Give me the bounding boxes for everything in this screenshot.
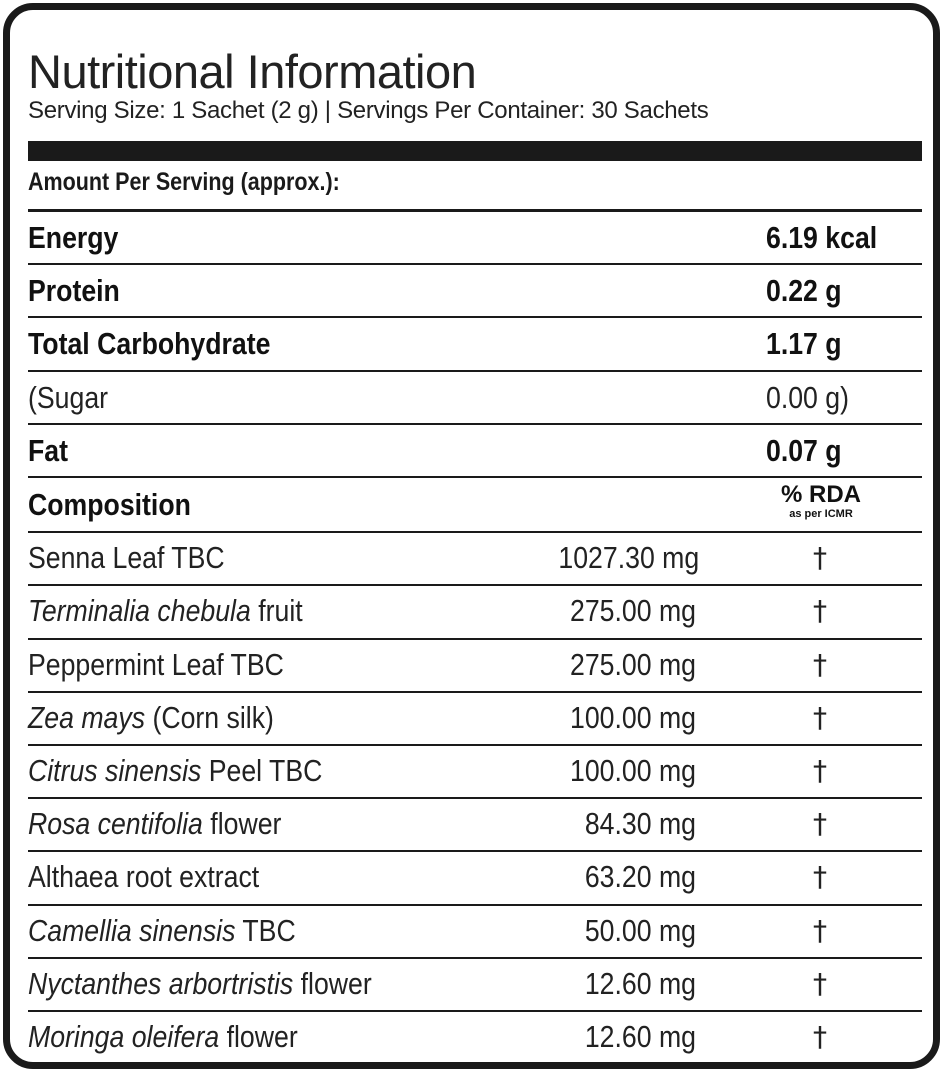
nutrient-value: 0.07 g: [766, 432, 842, 468]
ingredient-quantity: 275.00 mg: [570, 593, 696, 629]
ingredient-quantity: 63.20 mg: [584, 859, 696, 895]
rda-note: as per ICMR: [789, 508, 853, 520]
ingredient-part: fruit: [250, 593, 303, 629]
row-divider: [28, 531, 922, 533]
ingredient-botanical-name: Moringa oleifera: [28, 1019, 220, 1054]
composition-label: Composition: [28, 487, 191, 522]
ingredient-quantity: 12.60 mg: [584, 1019, 696, 1054]
ingredient-name: [28, 806, 281, 842]
nutrient-value: 1.17 g: [766, 326, 842, 362]
ingredient-name: [28, 540, 225, 576]
nutrient-value: 0.00 g): [766, 379, 850, 415]
rda-dagger: †: [813, 700, 827, 734]
ingredient-quantity: 12.60 mg: [584, 965, 696, 1001]
ingredient-name: [28, 753, 322, 789]
row-divider: [28, 584, 922, 586]
ingredient-part: flower: [202, 806, 282, 842]
ingredient-botanical-name: Rosa centifolia: [28, 806, 203, 842]
ingredient-name: [28, 700, 274, 736]
rda-header: [766, 482, 876, 521]
rda-dagger: †: [813, 860, 827, 894]
row-divider: [28, 316, 922, 318]
rda-dagger: †: [813, 647, 827, 681]
nutrient-name: Fat: [28, 432, 68, 468]
row-divider: [28, 638, 922, 640]
rda-dagger: †: [813, 913, 827, 947]
ingredient-part: TBC: [235, 912, 296, 948]
nutrient-name: Energy: [28, 220, 119, 255]
nutrition-panel: [3, 3, 940, 1069]
ingredient-name: [28, 593, 303, 629]
rda-dagger: †: [813, 807, 827, 841]
ingredient-part: Althaea root extract: [28, 859, 260, 895]
page-title: Nutritional Information: [28, 45, 477, 98]
rda-dagger: †: [813, 541, 827, 575]
nutrient-name: Protein: [28, 273, 120, 309]
row-divider: [28, 1010, 922, 1012]
ingredient-name: [28, 913, 296, 949]
row-divider: [28, 904, 922, 906]
nutrient-value: 6.19 kcal: [766, 220, 878, 255]
ingredient-part: flower: [219, 1019, 298, 1054]
rda-label: % RDA: [780, 481, 861, 508]
row-divider: [28, 797, 922, 799]
rda-dagger: †: [813, 1020, 827, 1053]
nutrient-name: Total Carbohydrate: [28, 326, 271, 362]
row-divider: [28, 263, 922, 265]
header-divider-bar: [28, 141, 922, 161]
ingredient-part: Peel TBC: [201, 753, 323, 788]
rda-dagger: †: [813, 594, 827, 628]
row-divider: [28, 850, 922, 852]
serving-info: Serving Size: 1 Sachet (2 g) | Servings Per Container: 30 Sachets: [28, 97, 709, 124]
ingredient-botanical-name: Citrus sinensis: [28, 753, 202, 788]
ingredient-botanical-name: Terminalia chebula: [28, 593, 251, 629]
row-divider: [28, 370, 922, 372]
row-divider: [28, 744, 922, 746]
row-divider: [28, 423, 922, 425]
ingredient-quantity: 50.00 mg: [584, 912, 696, 948]
row-divider: [28, 476, 922, 478]
ingredient-name: [28, 859, 259, 895]
ingredient-name: [28, 647, 284, 683]
ingredient-quantity: 275.00 mg: [570, 646, 696, 682]
amount-per-serving-label: Amount Per Serving (approx.):: [28, 168, 340, 196]
ingredient-part: Senna Leaf TBC: [28, 540, 225, 576]
ingredient-botanical-name: Nyctanthes arbortristis: [28, 965, 294, 1001]
rda-dagger: †: [813, 754, 827, 787]
nutrient-name: (Sugar: [28, 379, 109, 415]
ingredient-botanical-name: Camellia sinensis: [28, 912, 236, 948]
ingredient-quantity: 1027.30 mg: [558, 540, 700, 576]
ingredient-quantity: 84.30 mg: [584, 806, 696, 842]
ingredient-part: (Corn silk): [145, 699, 274, 735]
rda-dagger: †: [813, 966, 827, 1000]
row-divider: [28, 209, 922, 212]
ingredient-botanical-name: Zea mays: [28, 699, 146, 735]
nutrient-value: 0.22 g: [766, 273, 842, 309]
ingredient-part: flower: [293, 965, 372, 1001]
ingredient-name: [28, 966, 372, 1002]
ingredient-quantity: 100.00 mg: [570, 753, 696, 788]
row-divider: [28, 957, 922, 959]
ingredient-part: Peppermint Leaf TBC: [28, 646, 284, 682]
ingredient-name: [28, 1019, 298, 1055]
row-divider: [28, 691, 922, 693]
ingredient-quantity: 100.00 mg: [570, 699, 696, 735]
